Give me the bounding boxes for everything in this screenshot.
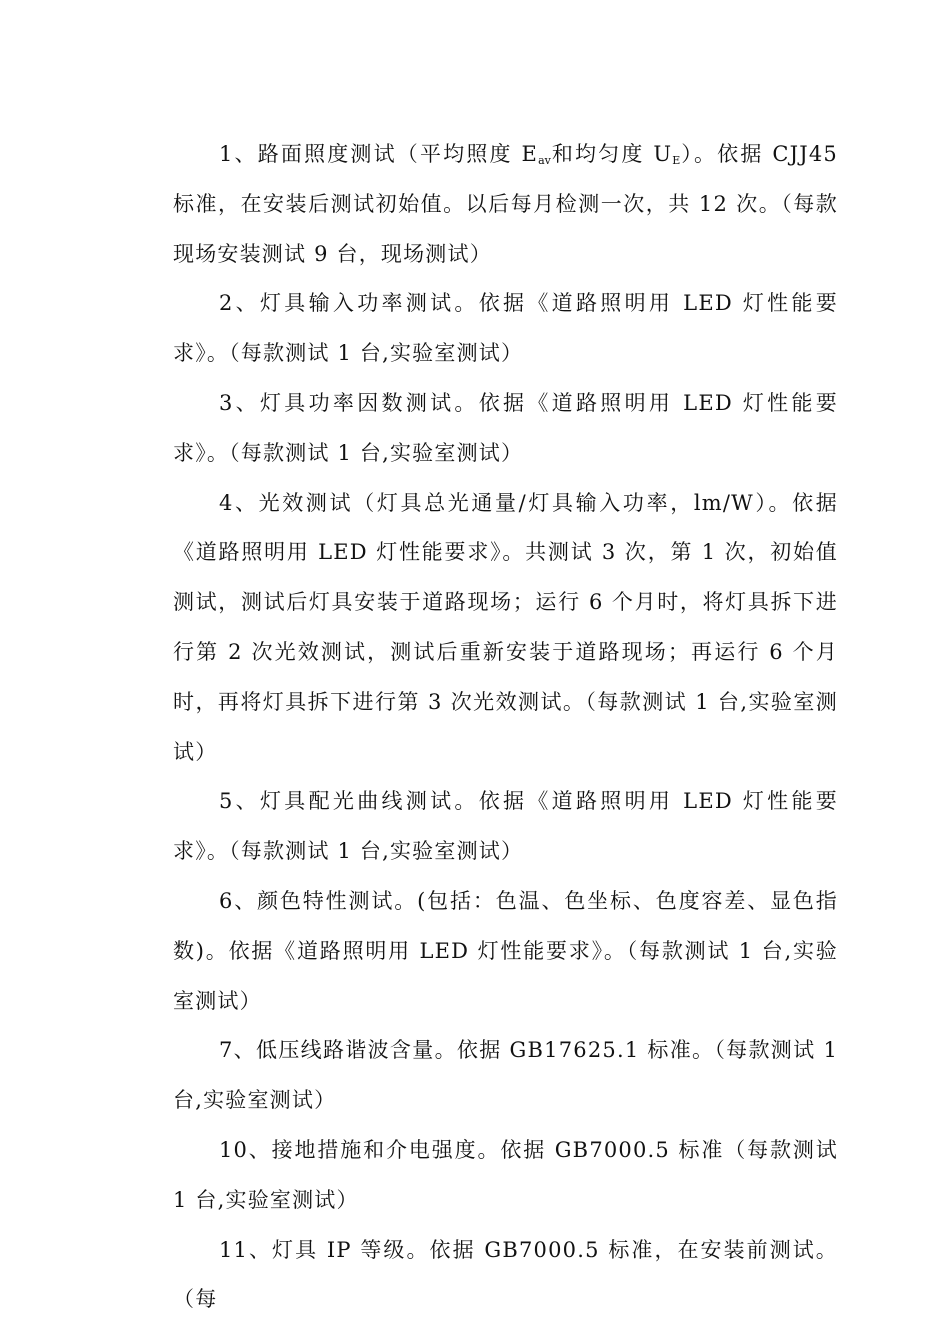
paragraph-7 xyxy=(173,1026,838,1126)
paragraph-1-subscript-av: av xyxy=(538,154,551,167)
paragraph-1 xyxy=(173,130,838,279)
paragraph-5 xyxy=(173,777,838,877)
paragraph-7-text: 7、低压线路谐波含量。依据 GB17625.1 标准。（每款测试 1 台,实验室测试） xyxy=(173,1038,838,1113)
paragraph-2 xyxy=(173,279,838,379)
paragraph-4-text: 4、光效测试（灯具总光通量/灯具输入功率，lm/W）。依据《道路照明用 LED 灯性能要求》。共测试 3 次，第 1 次，初始值测试，测试后灯具安装于道路现场；运行 6 个月时，将灯具拆下进行第 2 次光效测试，测试后重新安装于道路现场；再运行 6 个月时，再将灯具拆下进行第 3 次光效测试。（每款测试 1 台,实验室测试） xyxy=(173,490,838,764)
paragraph-1-subscript-e: E xyxy=(672,154,681,167)
paragraph-5-text: 5、灯具配光曲线测试。依据《道路照明用 LED 灯性能要求》。（每款测试 1 台,实验室测试） xyxy=(173,789,838,864)
paragraph-10 xyxy=(173,1126,838,1226)
paragraph-1-text: 1、路面照度测试（平均照度 E xyxy=(219,142,539,166)
paragraph-11 xyxy=(173,1226,838,1326)
paragraph-3 xyxy=(173,379,838,479)
paragraph-6 xyxy=(173,877,838,1026)
paragraph-2-text: 2、灯具输入功率测试。依据《道路照明用 LED 灯性能要求》。（每款测试 1 台,实验室测试） xyxy=(173,291,838,366)
paragraph-4 xyxy=(173,479,838,778)
paragraph-11-text: 11、灯具 IP 等级。依据 GB7000.5 标准，在安装前测试。（每 xyxy=(173,1237,838,1312)
paragraph-3-text: 3、灯具功率因数测试。依据《道路照明用 LED 灯性能要求》。（每款测试 1 台,实验室测试） xyxy=(173,390,838,465)
paragraph-6-text: 6、颜色特性测试。(包括：色温、色坐标、色度容差、显色指数)。依据《道路照明用 LED 灯性能要求》。（每款测试 1 台,实验室测试） xyxy=(173,888,838,1013)
paragraph-1-text-2: 和均匀度 U xyxy=(550,142,673,166)
paragraph-1-text-3: ）。依据 CJJ45 标准，在安装后测试初始值。以后每月检测一次，共 12 次。（每款现场安装测试 9 台，现场测试） xyxy=(173,142,838,266)
paragraph-10-text: 10、接地措施和介电强度。依据 GB7000.5 标准（每款测试 1 台,实验室测试） xyxy=(173,1137,838,1212)
document-body xyxy=(173,130,838,1325)
